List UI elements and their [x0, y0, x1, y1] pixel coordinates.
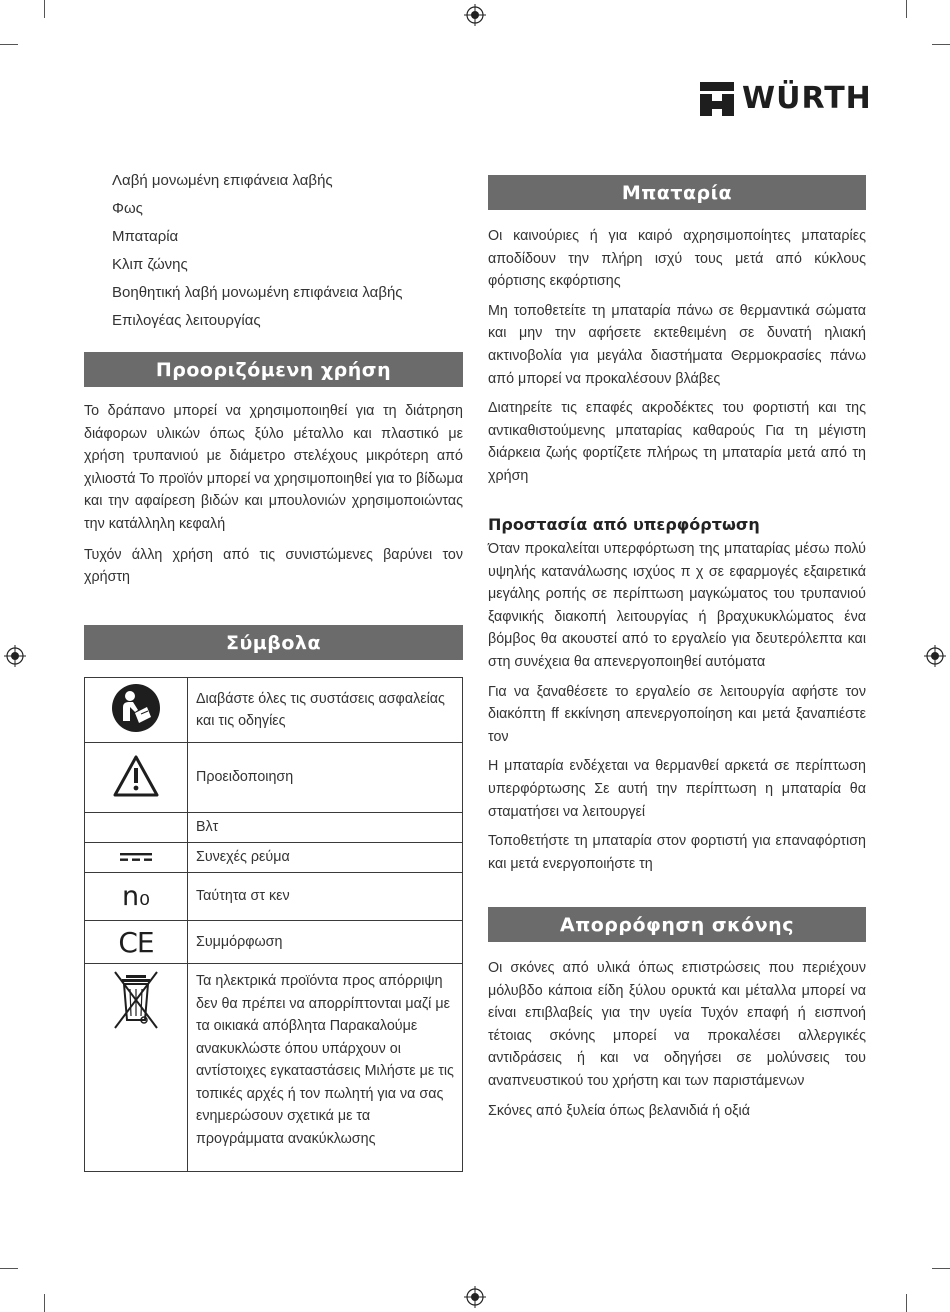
symbols-table: [84, 677, 463, 1172]
paragraph: Τοποθετήστε τη μπαταρία στον φορτιστή για επαναφόρτιση και μετά ενεργοποιήστε τη: [488, 833, 866, 872]
list-item: Λαβή μονωμένη επιφάνεια λαβής: [112, 172, 333, 189]
table-row: [85, 678, 463, 743]
section-heading-battery: Μπαταρία: [488, 175, 866, 210]
registration-mark-icon: [924, 645, 946, 667]
crop-mark: [932, 44, 950, 45]
brand-logo: [700, 82, 872, 116]
table-row: [85, 743, 463, 813]
table-row: [85, 964, 463, 1172]
section-heading-intended-use: Προοριζόμενη χρήση: [84, 352, 463, 387]
table-row: [85, 873, 463, 921]
symbol-cell: [85, 921, 188, 964]
paragraph: Για να ξαναθέσετε το εργαλείο σε λειτουργία αφήστε τον διακόπτη ff εκκίνηση απενεργοποίηση και μετά ξαναπιέστε τον: [488, 683, 866, 745]
registration-mark-icon: [464, 4, 486, 26]
symbol-description: Διαβάστε όλες τις συστάσεις ασφαλείας και τις οδηγίες: [188, 678, 463, 743]
symbol-cell: [85, 678, 188, 743]
paragraph: Τυχόν άλλη χρήση από τις συνιστώμενες βαρύνει τον χρήστη: [84, 546, 463, 586]
table-row: [85, 843, 463, 873]
symbol-cell: [85, 743, 188, 813]
symbol-cell: [85, 843, 188, 873]
paragraph: Οι καινούριες ή για καιρό αχρησιμοποίητες μπαταρίες αποδίδουν την πλήρη ισχύ τους μετά από κύκλους φόρτισης εκφόρτισης: [488, 228, 866, 290]
list-item: Επιλογέας λειτουργίας: [112, 312, 261, 329]
section-heading-symbols: Σύμβολα: [84, 625, 463, 660]
paragraph: Η μπαταρία ενδέχεται να θερμανθεί αρκετά σε περίπτωση υπερφόρτωσης Σε αυτή την περίπτωση η μπαταρία θα σταματήσει να λειτουργεί: [488, 758, 866, 820]
symbol-description: Ταύτητα στ κεν: [188, 873, 463, 921]
crop-mark: [44, 0, 45, 18]
symbol-cell: [85, 873, 188, 921]
brand-name: WÜRTH: [742, 81, 872, 116]
registration-mark-icon: [464, 1286, 486, 1308]
list-item: Μπαταρία: [112, 228, 179, 245]
direct-current-icon: [120, 852, 152, 862]
crop-mark: [0, 1268, 18, 1269]
symbol-description: Τα ηλεκτρικά προϊόντα προς απόρριψη δεν θα πρέπει να απορρίπτονται μαζί με τα οικιακά απόβλητα Παρακαλούμε ανακυκλώστε όπου υπάρχουν οι αντίστοιχες εγκαταστάσεις Μιλήστε με τις τοπικές αρχές ή τον πωλητή για να σας ενημερώσουν σχετικά με τα προγράμματα ανακύκλωσης: [188, 964, 463, 1172]
symbol-description: Βλτ: [188, 813, 463, 843]
crop-mark: [44, 1294, 45, 1312]
paragraph: Οι σκόνες από υλικά όπως επιστρώσεις που περιέχουν μόλυβδο κάποια είδη ξύλου ορυκτά και μέταλλα μπορεί να είναι επιβλαβείς για την υγεία Τυχόν επαφή ή εισπνοή τέτοιας σκόνης μπορεί να προκαλέσει αλλεργικές αντιδράσεις ή και να οδηγήσει σε μολύνσεις του αναπνευστικού του χρήστη και των παριστάμενων: [488, 960, 866, 1089]
subheading-overload: Προστασία από υπερφόρτωση: [488, 515, 760, 534]
crossed-bin-icon: [111, 970, 161, 1030]
crop-mark: [932, 1268, 950, 1269]
list-item: Κλιπ ζώνης: [112, 256, 188, 273]
crop-mark: [906, 1294, 907, 1312]
symbol-description: Προειδοποιηση: [188, 743, 463, 813]
symbol-description: Συμμόρφωση: [188, 921, 463, 964]
dust-text: [488, 957, 866, 1122]
paragraph: Μη τοποθετείτε τη μπαταρία πάνω σε θερμαντικά σώματα και μην την αφήσετε εκτεθειμένη σε δυνατή ηλιακή ακτινοβολία για μεγάλα διαστήματα Θερμοκρασίες πάνω από μπορεί να προκαλέσουν βλάβες: [488, 302, 866, 387]
crop-mark: [0, 44, 18, 45]
crop-mark: [906, 0, 907, 18]
wurth-logo-icon: [700, 82, 734, 116]
list-item: Φως: [112, 200, 143, 217]
warning-triangle-icon: [112, 754, 160, 798]
paragraph: Το δράπανο μπορεί να χρησιμοποιηθεί για τη διάτρηση διάφορων υλικών όπως ξύλο μέταλλο και πλαστικό με χρήση τρυπανιού με διάμετρο στελέχους μικρότερη από χιλιοστά Το προϊόν μπορεί να χρησιμοποιηθεί για το βίδωμα και την αφαίρεση βιδών και μπουλονιών χρησιμοποιώντας την κατάλληλη κεφαλή: [84, 403, 463, 532]
symbol-description: Συνεχές ρεύμα: [188, 843, 463, 873]
paragraph: Σκόνες από ξυλεία όπως βελανιδιά ή οξιά: [488, 1102, 751, 1119]
battery-text: [488, 225, 866, 488]
table-row: [85, 921, 463, 964]
ce-mark-icon: CE: [118, 925, 154, 959]
no-load-speed-icon: n₀: [122, 881, 150, 912]
section-heading-dust: Απορρόφηση σκόνης: [488, 907, 866, 942]
symbol-cell: [85, 813, 188, 843]
registration-mark-icon: [4, 645, 26, 667]
table-row: [85, 813, 463, 843]
read-manual-icon: [111, 683, 161, 733]
list-item: Βοηθητική λαβή μονωμένη επιφάνεια λαβής: [112, 284, 403, 301]
symbol-cell: [85, 964, 188, 1172]
overload-text: [488, 538, 866, 875]
intended-use-text: [84, 400, 463, 589]
paragraph: Διατηρείτε τις επαφές ακροδέκτες του φορτιστή και της αντικαθιστούμενης μπαταρίας καθαρούς Για τη μέγιστη διάρκεια ζωής φορτίζετε πλήρως τη μπαταρία μετά από τη χρήση: [488, 400, 866, 484]
paragraph: Όταν προκαλείται υπερφόρτωση της μπαταρίας μέσω πολύ υψηλής κατανάλωσης ισχύος π χ σε εφαρμογές εξαιρετικά μεγάλης ροπής σε περίπτωση μαγκώματος του τρυπανιού ξαφνικής διακοπή λειτουργίας ή βραχυκυκλώματος ένα βόμβος θα ακουστεί από το εργαλείο για δευτερόλεπτα και στη συνέχεια θα απενεργοποιηθεί αυτόματα: [488, 541, 866, 670]
